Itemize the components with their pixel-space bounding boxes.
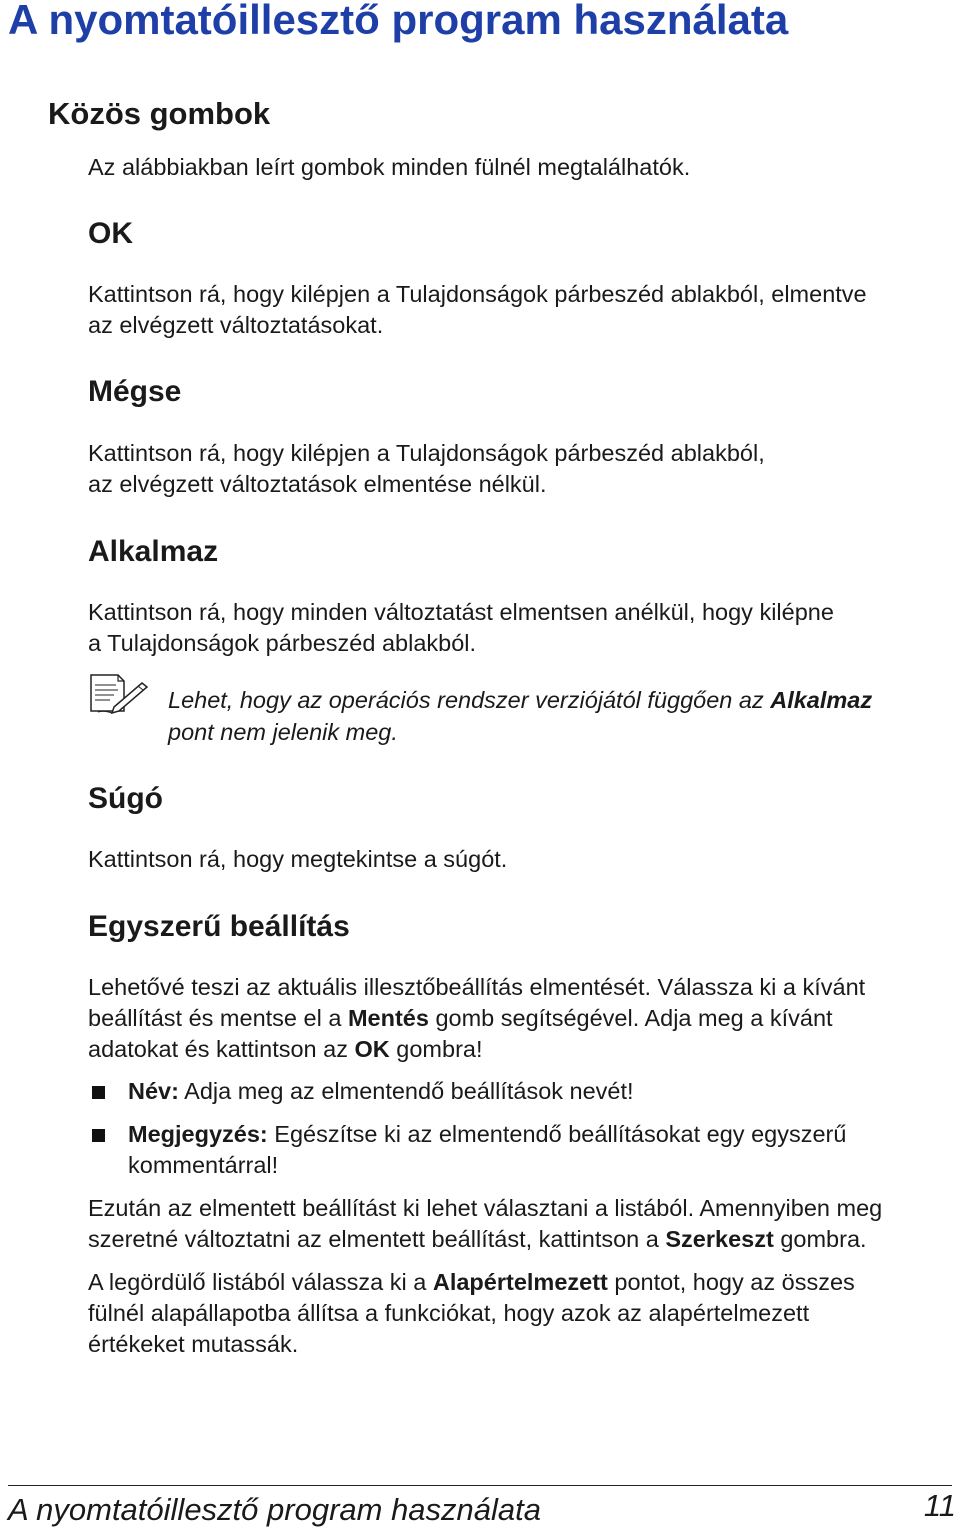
ok-heading: OK: [88, 217, 133, 250]
edit-button-name: Szerkeszt: [665, 1226, 774, 1252]
help-heading: Súgó: [88, 782, 163, 815]
easy-setup-p3-line-3: értékeket mutassák.: [88, 1331, 299, 1357]
page-number: 11: [923, 1488, 956, 1523]
cancel-heading: Mégse: [88, 375, 182, 408]
easy-setup-p2-line-2: [88, 1224, 950, 1255]
note-pencil-icon: [90, 674, 150, 714]
bullet-item-name: [128, 1076, 948, 1107]
easy-setup-p1-line-1: Lehetővé teszi az aktuális illesztőbeállítás elmentését. Válassza ki a kívánt: [88, 974, 866, 1000]
page-title: A nyomtatóillesztő program használata: [8, 0, 789, 43]
cancel-desc-line-1: Kattintson rá, hogy kilépjen a Tulajdonságok párbeszéd ablakból,: [88, 440, 765, 466]
intro-text: Az alábbiakban leírt gombok minden fülnél megtalálhatók.: [88, 154, 691, 180]
bullet-item-comment: [128, 1119, 948, 1150]
ok-desc-line-2: az elvégzett változtatásokat.: [88, 312, 384, 338]
apply-desc-line-1: Kattintson rá, hogy minden változtatást elmentsen anélkül, hogy kilépne: [88, 599, 834, 625]
easy-setup-p3-line-2: fülnél alapállapotba állítsa a funkciókat, hogy azok az alapértelmezett: [88, 1300, 810, 1326]
ok-desc-line-1: Kattintson rá, hogy kilépjen a Tulajdonságok párbeszéd ablakból, elmentve: [88, 281, 867, 307]
apply-desc-line-2: a Tulajdonságok párbeszéd ablakból.: [88, 630, 477, 656]
note-line-1: [168, 685, 948, 717]
easy-setup-p3-line-1: [88, 1267, 950, 1298]
note-bold-alkalmaz: Alkalmaz: [770, 687, 873, 713]
easy-setup-p2-line-1: Ezután az elmentett beállítást ki lehet választani a listából. Amennyiben meg: [88, 1195, 883, 1221]
p1-line3-c: gombra!: [389, 1036, 483, 1062]
bullet-text: Adja meg az elmentendő beállítások nevét!: [178, 1078, 634, 1104]
save-button-name: Mentés: [347, 1005, 429, 1031]
section-heading: Közös gombok: [48, 96, 271, 131]
default-option-name: Alapértelmezett: [432, 1269, 608, 1295]
bullet-item-comment-cont: kommentárral!: [128, 1152, 279, 1178]
note-line-2: pont nem jelenik meg.: [168, 719, 398, 745]
footer-divider: [8, 1485, 952, 1486]
easy-setup-p1-line-2: [88, 1003, 950, 1034]
easy-setup-p1-line-3: [88, 1034, 950, 1065]
p3-line1-c: pontot, hogy az összes: [607, 1269, 855, 1295]
p1-line3-a: adatokat és kattintson az: [88, 1036, 355, 1062]
apply-heading: Alkalmaz: [88, 535, 219, 568]
p2-line2-a: szeretné változtatni az elmentett beállítást, kattintson a: [88, 1226, 666, 1252]
bullet-text: Egészítse ki az elmentendő beállításokat egy egyszerű: [267, 1121, 847, 1147]
bullet-square-icon: [92, 1129, 105, 1142]
p1-line2-c: gomb segítségével. Adja meg a kívánt: [428, 1005, 833, 1031]
p2-line2-c: gombra.: [773, 1226, 867, 1252]
bullet-label: Név:: [128, 1078, 179, 1104]
bullet-square-icon: [92, 1086, 105, 1099]
ok-button-name: OK: [354, 1036, 390, 1062]
footer-title: A nyomtatóillesztő program használata: [8, 1492, 542, 1527]
cancel-desc-line-2: az elvégzett változtatások elmentése nélkül.: [88, 471, 547, 497]
bullet-label: Megjegyzés:: [128, 1121, 268, 1147]
easy-setup-heading: Egyszerű beállítás: [88, 910, 350, 943]
note-text: Lehet, hogy az operációs rendszer verziójától függően az: [168, 687, 771, 713]
p1-line2-a: beállítást és mentse el a: [88, 1005, 348, 1031]
p3-line1-a: A legördülő listából válassza ki a: [88, 1269, 433, 1295]
help-desc: Kattintson rá, hogy megtekintse a súgót.: [88, 846, 508, 872]
